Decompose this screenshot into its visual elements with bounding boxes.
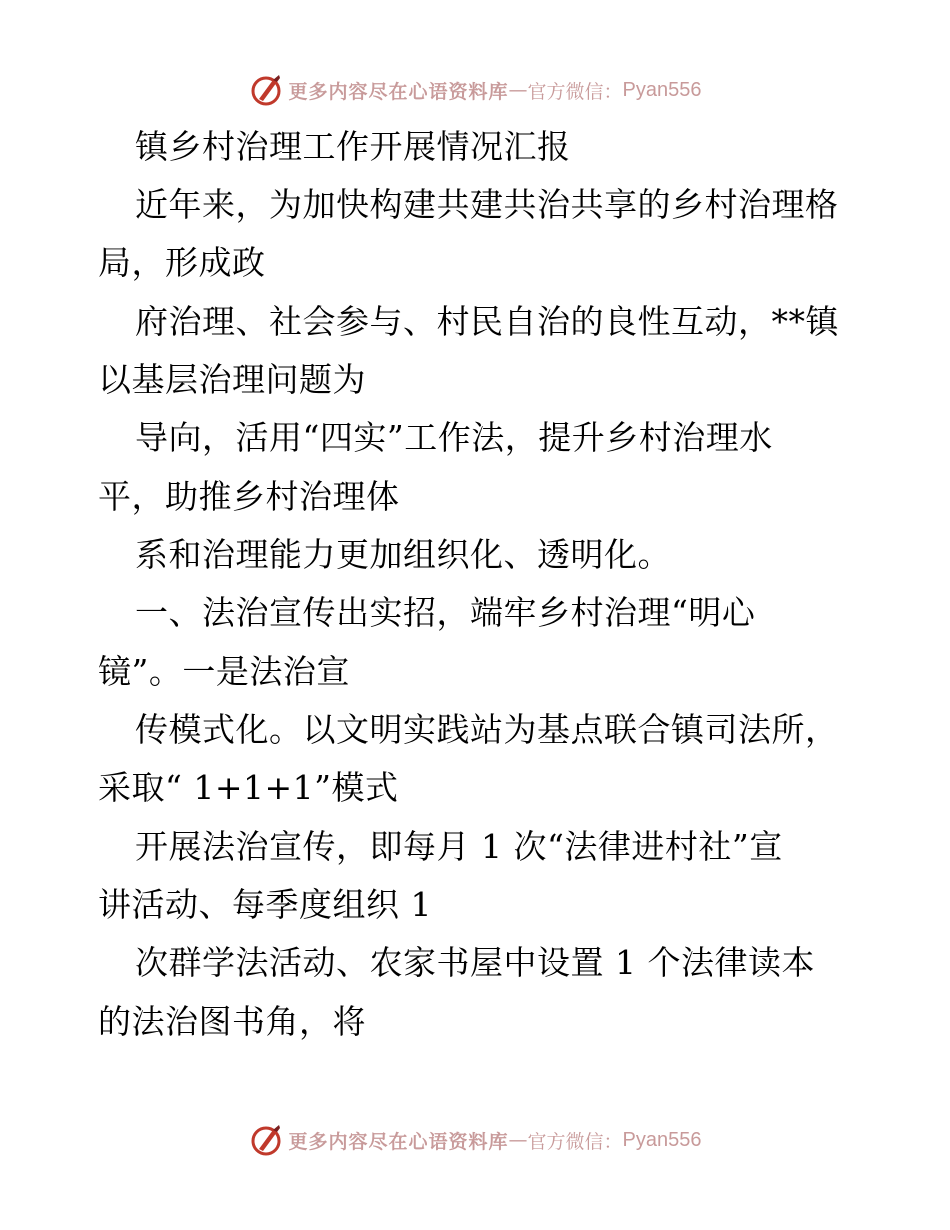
paragraph-line: 近年来，为加快构建共建共治共享的乡村治理格	[135, 185, 839, 224]
banner-wechat-id: Pyan556	[622, 78, 702, 101]
banner-separator: —	[508, 79, 528, 101]
paragraph-line: 的法治图书角，将	[98, 1002, 366, 1041]
paragraph-line: 次群学法活动、农家书屋中设置 1 个法律读本	[135, 943, 815, 982]
quill-logo-icon	[249, 1122, 285, 1158]
banner-title: 更多内容尽在心语资料库	[288, 1130, 509, 1153]
paragraph-line: 导向，活用“四实”工作法，提升乡村治理水	[135, 418, 773, 457]
document-title: 镇乡村治理工作开展情况汇报	[135, 127, 571, 166]
header-banner	[0, 70, 950, 110]
paragraph-line: 采取“ 1+1+1”模式	[98, 768, 399, 807]
paragraph-line: 镜”。一是法治宣	[98, 652, 350, 691]
paragraph-line: 以基层治理问题为	[98, 360, 366, 399]
paragraph-line: 讲活动、每季度组织 1	[98, 885, 432, 924]
paragraph-line: 开展法治宣传，即每月 1 次“法律进村社”宣	[135, 827, 783, 866]
footer-banner	[0, 1120, 950, 1160]
banner-wechat-id: Pyan556	[622, 1128, 702, 1151]
banner-title: 更多内容尽在心语资料库	[288, 80, 509, 103]
paragraph-line: 局，形成政	[98, 243, 266, 282]
paragraph-line: 平，助推乡村治理体	[98, 477, 400, 516]
banner-wechat-label: 官方微信：	[527, 80, 623, 103]
paragraph-line: 传模式化。以文明实践站为基点联合镇司法所，	[135, 710, 839, 749]
paragraph-line: 府治理、社会参与、村民自治的良性互动，**镇	[135, 302, 839, 341]
section-heading-line: 一、法治宣传出实招，端牢乡村治理“明心	[135, 593, 756, 632]
paragraph-line: 系和治理能力更加组织化、透明化。	[135, 535, 671, 574]
quill-logo-icon	[249, 72, 285, 108]
banner-separator: —	[508, 1129, 528, 1151]
banner-wechat-label: 官方微信：	[527, 1130, 623, 1153]
